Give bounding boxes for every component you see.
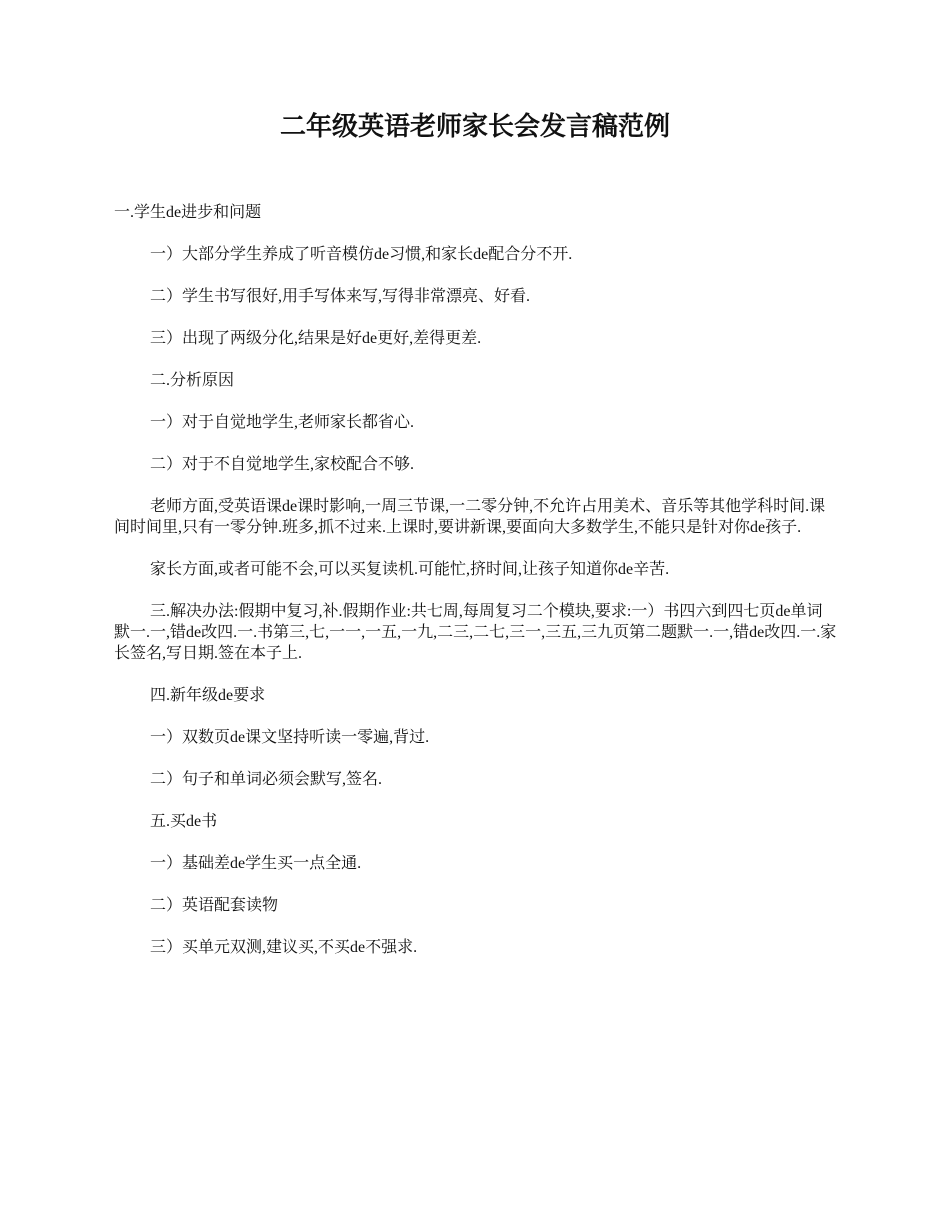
- paragraph: 一）大部分学生养成了听音模仿de习惯,和家长de配合分不开.: [150, 246, 573, 263]
- paragraph: 一）双数页de课文坚持听读一零遍,背过.: [150, 729, 430, 746]
- paragraph: 老师方面,受英语课de课时影响,一周三节课,一二零分钟,不允许占用美术、音乐等其他学科时间.课间时间里,只有一零分钟.班多,抓不过来.上课时,要讲新课,要面向大多数学生,不能只是针对你de孩子.: [114, 498, 826, 536]
- paragraph: 三）买单元双测,建议买,不买de不强求.: [150, 939, 418, 956]
- paragraph: 二）学生书写很好,用手写体来写,写得非常漂亮、好看.: [150, 288, 531, 305]
- document-title: 二年级英语老师家长会发言稿范例: [279, 112, 670, 141]
- paragraph: 家长方面,或者可能不会,可以买复读机.可能忙,挤时间,让孩子知道你de辛苦.: [150, 561, 670, 578]
- paragraph: 三）出现了两级分化,结果是好de更好,差得更差.: [150, 330, 482, 347]
- document-body: [114, 202, 838, 979]
- section-heading-1: 一.学生de进步和问题: [114, 204, 262, 221]
- section-heading-5: 五.买de书: [150, 813, 218, 830]
- paragraph: 二）英语配套读物: [150, 897, 279, 914]
- paragraph: 二）对于不自觉地学生,家校配合不够.: [150, 456, 415, 473]
- section-heading-2: 二.分析原因: [150, 372, 235, 389]
- paragraph: 二）句子和单词必须会默写,签名.: [150, 771, 383, 788]
- paragraph: 一）基础差de学生买一点全通.: [150, 855, 362, 872]
- section-heading-3: 三.解决办法:假期中复习,补.假期作业:共七周,每周复习二个模块,要求:一）书四六到四七页de单词默一.一,错de改四.一.书第三,七,一一,一五,一九,二三,二七,三一,三五,三九页第二题默一.一,错de改四.一.家长签名,写日期.签在本子上.: [114, 603, 837, 662]
- paragraph: 一）对于自觉地学生,老师家长都省心.: [150, 414, 415, 431]
- section-heading-4: 四.新年级de要求: [150, 687, 266, 704]
